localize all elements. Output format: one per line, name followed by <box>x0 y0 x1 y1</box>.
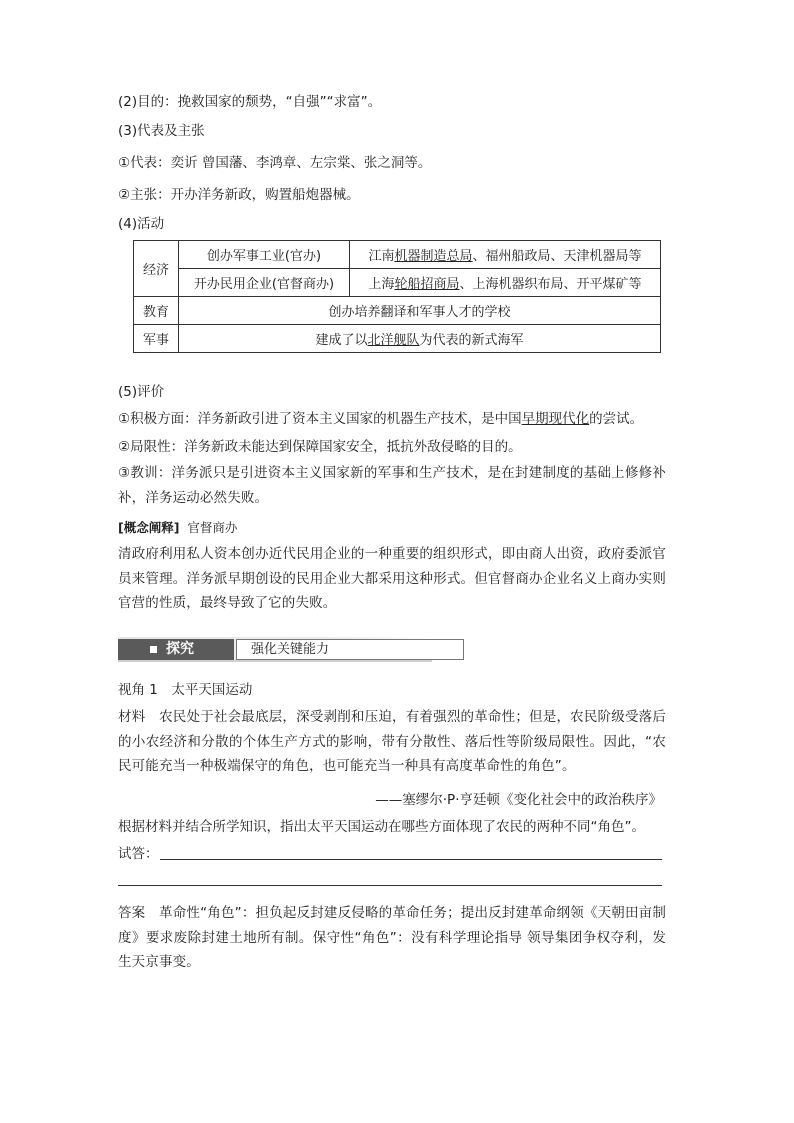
military-industry-examples: 江南机器制造总局、福州船政局、天津机器局等 <box>350 241 661 269</box>
material-text: 材料 农民处于社会最底层，深受剥削和压迫，有着强烈的革命性；但是，农民阶级受落后的小农经济和分散的个体生产方式的影响，带有分散性、落后性等阶级局限性。因此，“农民可能充当一种极端保守的角色，也可能充当一种具有高度革命性的角色”。 <box>118 709 666 774</box>
material-source: ——塞缪尔·P·亨廷顿《变化社会中的政治秩序》 <box>375 792 662 808</box>
table-row <box>134 241 661 269</box>
education-cell: 教育 <box>134 297 179 325</box>
military-desc: 建成了以北洋舰队为代表的新式海军 <box>179 325 661 353</box>
table-row <box>134 269 661 297</box>
activities-heading: (4)活动 <box>118 216 165 232</box>
evaluation-positive: ①积极方面：洋务新政引进了资本主义国家的机器生产技术，是中国早期现代化的尝试。 <box>118 411 644 427</box>
military-industry-cell: 创办军事工业(官办) <box>179 241 350 269</box>
economy-cell: 经济 <box>134 241 179 297</box>
evaluation-lesson: ③教训：洋务派只是引进资本主义国家新的军事和生产技术，是在封建制度的基础上修修补补，洋务运动必然失败。 <box>118 465 666 506</box>
section-bar-rule <box>118 660 432 662</box>
square-bullet-icon <box>150 646 157 653</box>
evaluation-heading: (5)评价 <box>118 384 165 400</box>
try-label: 试答： <box>118 846 159 862</box>
representatives-line: ①代表：奕䜣 曾国藩、李鸿章、左宗棠、张之洞等。 <box>118 155 432 171</box>
key-ability-box: 强化关键能力 <box>236 639 464 660</box>
answer-blank-2[interactable] <box>118 885 662 886</box>
answer-text: 答案 革命性“角色”：担负起反封建反侵略的革命任务；提出反封建革命纲领《天朝田亩制度》要求废除封建土地所有制。保守性“角色”：没有科学理论指导 领导集团争权夺利，发生天京事变。 <box>118 905 666 970</box>
concept-heading: [概念阐释] 官督商办 <box>118 520 238 535</box>
answer-blank-1[interactable] <box>160 859 662 860</box>
concept-body: 清政府利用私人资本创办近代民用企业的一种重要的组织形式，即由商人出资，政府委派官员来管理。洋务派早期创设的民用企业大都采用这种形式。但官督商办企业名义上商办实则官营的性质，最终导致了它的失败。 <box>118 546 666 611</box>
explore-tab: 探究 <box>118 639 234 660</box>
angle-heading: 视角 1 太平天国运动 <box>118 682 253 698</box>
proposal-line: ②主张：开办洋务新政，购置船炮器械。 <box>118 187 360 203</box>
table-row <box>134 297 661 325</box>
evaluation-limitation: ②局限性：洋务新政未能达到保障国家安全，抵抗外敌侵略的目的。 <box>118 439 522 455</box>
civil-industry-examples: 上海轮船招商局、上海机器织布局、开平煤矿等 <box>350 269 661 297</box>
civil-industry-cell: 开办民用企业(官督商办) <box>179 269 350 297</box>
representatives-heading: (3)代表及主张 <box>118 123 205 139</box>
section-header-bar <box>118 637 432 662</box>
education-desc: 创办培养翻译和军事人才的学校 <box>179 297 661 325</box>
military-cell: 军事 <box>134 325 179 353</box>
question-text: 根据材料并结合所学知识，指出太平天国运动在哪些方面体现了农民的两种不同“角色”。 <box>118 819 645 835</box>
activities-table <box>133 240 661 353</box>
table-row <box>134 325 661 353</box>
purpose-line: (2)目的：挽救国家的颓势，“自强”“求富”。 <box>118 94 382 110</box>
